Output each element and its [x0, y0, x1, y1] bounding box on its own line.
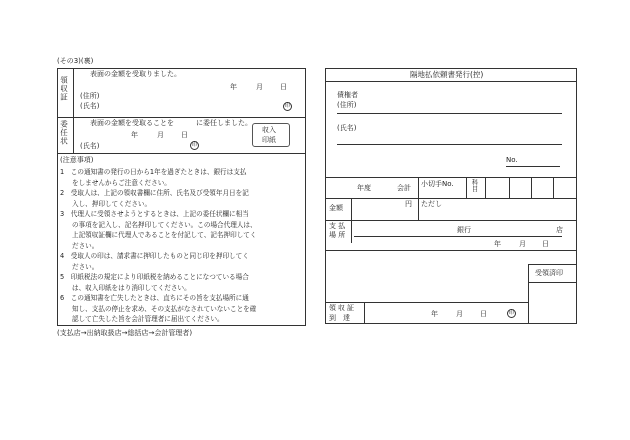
- bank-underline: [354, 236, 562, 237]
- note-item-cont: の事項を記入し、記名押印してください。この場合代理人は、: [72, 220, 257, 229]
- notes-title: (注意事項): [60, 156, 94, 164]
- check-no-label: 小切手No.: [421, 180, 454, 188]
- title-divider: [325, 81, 577, 82]
- receipt-address-label: (住所): [80, 92, 100, 100]
- note-item: 5 印紙税法の規定により印紙税を納めることになつている場合: [60, 273, 249, 281]
- note-item: 2 受取人は、上記の領収書欄に住所、氏名及び受領年月日を記: [60, 189, 249, 197]
- item-left-divider: [466, 177, 467, 198]
- payplace-label-line2: 場 所: [329, 231, 346, 239]
- amount-divider: [418, 198, 419, 220]
- proxy-statement-b: に委任しました。: [196, 119, 252, 127]
- stamp-box-line1: 収入: [262, 126, 276, 134]
- item-label: 科目: [470, 179, 479, 192]
- number-label: No.: [506, 156, 518, 164]
- note-item-cont: ださい。: [72, 241, 99, 250]
- amount-row-top: [325, 198, 577, 199]
- note-item-cont: は、収入印紙をはり消印してください。: [72, 283, 191, 292]
- receipt-name-label: (氏名): [80, 102, 100, 110]
- creditor-name-label: (氏名): [337, 124, 357, 132]
- proxy-notes-divider: [57, 153, 306, 154]
- amount-label: 金額: [329, 204, 343, 212]
- fiscal-year-label: 年度: [357, 184, 371, 192]
- proxy-date-month: 月: [157, 131, 164, 139]
- payplace-row-bottom: [325, 250, 577, 251]
- arrival-date-day: 日: [480, 310, 487, 318]
- grid-divider-c: [553, 177, 554, 198]
- note-item-cont: 上記領収証欄に代理人であることを付記して、記名押印してく: [72, 231, 257, 239]
- note-item-cont: をしませんからご注意ください。: [72, 178, 171, 187]
- arrival-label-line2: 到達: [329, 314, 357, 322]
- stamp-box-line2: 印紙: [262, 136, 276, 144]
- arrival-seal-mark: 印: [507, 309, 516, 318]
- arrival-label-line1: 領収証: [329, 304, 356, 312]
- received-stamp-label: 受領済印: [535, 269, 563, 277]
- note-item-cont: 知し、支払の停止を求め、その支払がなされていないことを確: [72, 304, 257, 313]
- number-underline: [506, 166, 560, 167]
- purpose-label: ただし: [421, 200, 442, 208]
- arrival-label-divider: [364, 302, 365, 324]
- proxy-name-label: (氏名): [80, 142, 100, 150]
- payplace-row-top: [325, 220, 577, 221]
- branch-label: 店: [556, 226, 563, 234]
- proxy-date-day: 日: [181, 131, 188, 139]
- yen-unit: 円: [405, 200, 412, 208]
- grid-divider-b: [531, 177, 532, 198]
- arrival-row-top: [325, 302, 528, 303]
- creditor-label: 債権者: [337, 91, 358, 99]
- receipt-proxy-divider: [57, 117, 306, 118]
- receipt-date-year: 年: [230, 83, 237, 91]
- payplace-label-line1: 支 払: [329, 222, 346, 230]
- check-no-left-divider: [418, 177, 419, 198]
- receipt-statement: 表面の金額を受取りました。: [90, 70, 181, 78]
- arrival-date-year: 年: [431, 310, 438, 318]
- form-header: (その3)(裏): [57, 57, 94, 65]
- account-label: 会計: [397, 184, 411, 192]
- payplace-date-month: 月: [519, 240, 526, 248]
- proxy-section-label: 委任状: [59, 120, 69, 146]
- proxy-date-year: 年: [131, 131, 138, 139]
- payplace-date-day: 日: [542, 240, 549, 248]
- right-form-title: 隔地払依頼書発行(控): [410, 70, 484, 79]
- note-item: 6 この通知書を亡失したときは、直ちにその旨を支払場所に通: [60, 294, 249, 302]
- routing-footer: (支払店→出納取扱店→総括店→会計管理者): [57, 329, 193, 337]
- receipt-date-day: 日: [280, 83, 287, 91]
- revenue-stamp-box: [252, 123, 290, 147]
- note-item-cont: 認して亡失した旨を会計管理者に届出てください。: [72, 315, 224, 323]
- note-item: 1 この通知書の発行の日から1年を過ぎたときは、銀行は支払: [60, 168, 247, 176]
- note-item: 4 受取人の印は、請求書に押印したものと同じ印を押印してく: [60, 252, 249, 260]
- received-stamp-divider: [528, 282, 577, 283]
- note-item: 3 代理人に受領させようとするときは、上記の委任状欄に相当: [60, 210, 249, 218]
- payplace-date-year: 年: [494, 240, 501, 248]
- note-item-cont: 入し、押印してください。: [72, 199, 152, 208]
- label-column-divider: [73, 68, 74, 153]
- item-right-divider: [485, 177, 486, 198]
- name-underline: [337, 144, 562, 145]
- receipt-section-label: 領収証: [59, 76, 69, 102]
- proxy-statement-a: 表面の金額を受取ることを: [90, 119, 174, 127]
- notes-list: [60, 167, 305, 325]
- arrival-date-month: 月: [456, 310, 463, 318]
- grid-divider-a: [509, 177, 510, 198]
- creditor-address-label: (住所): [337, 101, 357, 109]
- proxy-seal-mark: 印: [190, 141, 199, 150]
- receipt-seal-mark: 印: [283, 102, 292, 111]
- bank-label: 銀行: [457, 226, 471, 234]
- header-row-top: [325, 177, 577, 178]
- address-underline: [337, 113, 562, 114]
- receipt-date-month: 月: [256, 83, 263, 91]
- note-item-cont: ださい。: [72, 262, 99, 271]
